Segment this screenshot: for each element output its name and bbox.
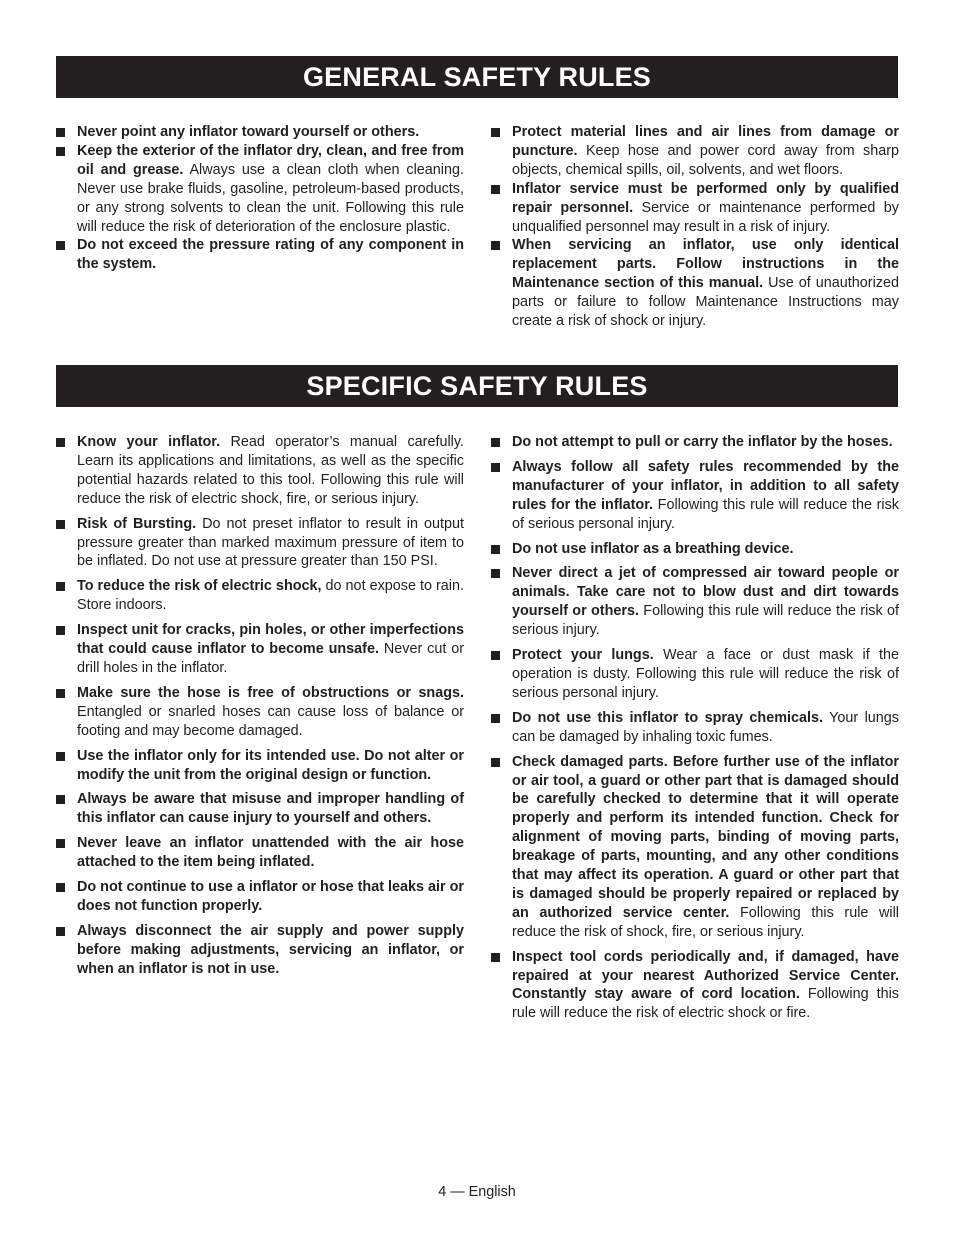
list-item: Do not continue to use a inflator or hose that leaks air or does not function properly. bbox=[56, 878, 464, 916]
list-item: Inflator service must be performed only by qualified repair personnel. Service or maintenance performed by unqualified personnel may result in a risk of injury. bbox=[491, 180, 899, 237]
list-item: To reduce the risk of electric shock, do not expose to rain. Store indoors. bbox=[56, 577, 464, 615]
list-item: Use the inflator only for its intended use. Do not alter or modify the unit from the original design or function. bbox=[56, 747, 464, 785]
specific-rules-right-column bbox=[491, 433, 899, 1029]
bullet-square-icon bbox=[56, 883, 65, 892]
list-item: Do not attempt to pull or carry the inflator by the hoses. bbox=[491, 433, 899, 452]
list-item: Always disconnect the air supply and power supply before making adjustments, servicing an inflator, or when an inflator is not in use. bbox=[56, 922, 464, 979]
list-item: Always be aware that misuse and improper handling of this inflator can cause injury to yourself and others. bbox=[56, 790, 464, 828]
specific-rules-right-list bbox=[491, 433, 899, 1023]
list-item: Check damaged parts. Before further use of the inflator or air tool, a guard or other part that is damaged should be carefully checked to determine that it will operate properly and perform its intended function. Check for alignment of moving parts, binding of moving parts, breakage of parts, mounting, and any other conditions that may affect its operation. A guard or other part that is damaged should be properly repaired or replaced by an authorized service center. Following this rule will reduce the risk of shock, fire, or serious injury. bbox=[491, 753, 899, 942]
specific-safety-rules-heading bbox=[56, 365, 898, 407]
bullet-square-icon bbox=[491, 463, 500, 472]
specific-rules-left-list bbox=[56, 433, 464, 979]
bullet-square-icon bbox=[491, 545, 500, 554]
bullet-square-icon bbox=[491, 953, 500, 962]
general-rules-left-list bbox=[56, 123, 464, 274]
general-rules-left-column bbox=[56, 123, 464, 274]
bullet-square-icon bbox=[56, 128, 65, 137]
list-item: Never leave an inflator unattended with the air hose attached to the item being inflated. bbox=[56, 834, 464, 872]
bullet-square-icon bbox=[491, 241, 500, 250]
bullet-square-icon bbox=[56, 927, 65, 936]
bullet-square-icon bbox=[56, 626, 65, 635]
bullet-square-icon bbox=[56, 752, 65, 761]
bullet-square-icon bbox=[56, 839, 65, 848]
bullet-square-icon bbox=[491, 758, 500, 767]
list-item: Always follow all safety rules recommended by the manufacturer of your inflator, in addition to all safety rules for the inflator. Following this rule will reduce the risk of serious personal injury. bbox=[491, 458, 899, 534]
bullet-square-icon bbox=[56, 438, 65, 447]
bullet-square-icon bbox=[56, 795, 65, 804]
list-item: Inspect unit for cracks, pin holes, or other imperfections that could cause inflator to become unsafe. Never cut or drill holes in the inflator. bbox=[56, 621, 464, 678]
list-item: Do not exceed the pressure rating of any component in the system. bbox=[56, 236, 464, 274]
bullet-square-icon bbox=[56, 241, 65, 250]
specific-safety-rules-title: SPECIFIC SAFETY RULES bbox=[306, 370, 648, 401]
list-item: Keep the exterior of the inflator dry, clean, and free from oil and grease. Always use a clean cloth when cleaning. Never use brake fluids, gasoline, petroleum-based products, or any strong solvents to clean the unit. Following this rule will reduce the risk of deterioration of the enclosure plastic. bbox=[56, 142, 464, 237]
general-safety-rules-heading bbox=[56, 56, 898, 98]
list-item: Protect material lines and air lines from damage or puncture. Keep hose and power cord away from sharp objects, chemical spills, oil, solvents, and wet floors. bbox=[491, 123, 899, 180]
bullet-square-icon bbox=[491, 185, 500, 194]
bullet-square-icon bbox=[491, 128, 500, 137]
list-item: When servicing an inflator, use only identical replacement parts. Follow instructions in the Maintenance section of this manual. Use of unauthorized parts or failure to follow Maintenance Instructions may create a risk of shock or injury. bbox=[491, 236, 899, 331]
page-footer bbox=[0, 1184, 954, 1200]
bullet-square-icon bbox=[56, 582, 65, 591]
bullet-square-icon bbox=[491, 651, 500, 660]
bullet-square-icon bbox=[56, 147, 65, 156]
general-rules-right-list bbox=[491, 123, 899, 331]
bullet-square-icon bbox=[491, 569, 500, 578]
general-rules-right-column bbox=[491, 123, 899, 331]
list-item: Know your inflator. Read operator’s manual carefully. Learn its applications and limitations, as well as the specific potential hazards related to this tool. Following this rule will reduce the risk of electric shock, fire, or serious injury. bbox=[56, 433, 464, 509]
list-item: Make sure the hose is free of obstructions or snags. Entangled or snarled hoses can cause loss of balance or footing and may become damaged. bbox=[56, 684, 464, 741]
general-safety-rules-title: GENERAL SAFETY RULES bbox=[302, 61, 652, 92]
list-item: Protect your lungs. Wear a face or dust mask if the operation is dusty. Following this rule will reduce the risk of serious personal injury. bbox=[491, 646, 899, 703]
list-item: Do not use inflator as a breathing device. bbox=[491, 540, 899, 559]
page-number: 4 — English bbox=[438, 1184, 516, 1200]
bullet-square-icon bbox=[56, 689, 65, 698]
bullet-square-icon bbox=[491, 438, 500, 447]
list-item: Do not use this inflator to spray chemicals. Your lungs can be damaged by inhaling toxic fumes. bbox=[491, 709, 899, 747]
list-item: Inspect tool cords periodically and, if damaged, have repaired at your nearest Authorized Service Center. Constantly stay aware of cord location. Following this rule will reduce the risk of electric shock or fire. bbox=[491, 948, 899, 1024]
list-item: Never direct a jet of compressed air toward people or animals. Take care not to blow dust and dirt towards yourself or others. Following this rule will reduce the risk of serious injury. bbox=[491, 564, 899, 640]
bullet-square-icon bbox=[56, 520, 65, 529]
list-item: Risk of Bursting. Do not preset inflator to result in output pressure greater than marked maximum pressure of item to be inflated. Do not use at pressure greater than 150 PSI. bbox=[56, 515, 464, 572]
specific-rules-left-column bbox=[56, 433, 464, 985]
list-item: Never point any inflator toward yourself or others. bbox=[56, 123, 464, 142]
bullet-square-icon bbox=[491, 714, 500, 723]
